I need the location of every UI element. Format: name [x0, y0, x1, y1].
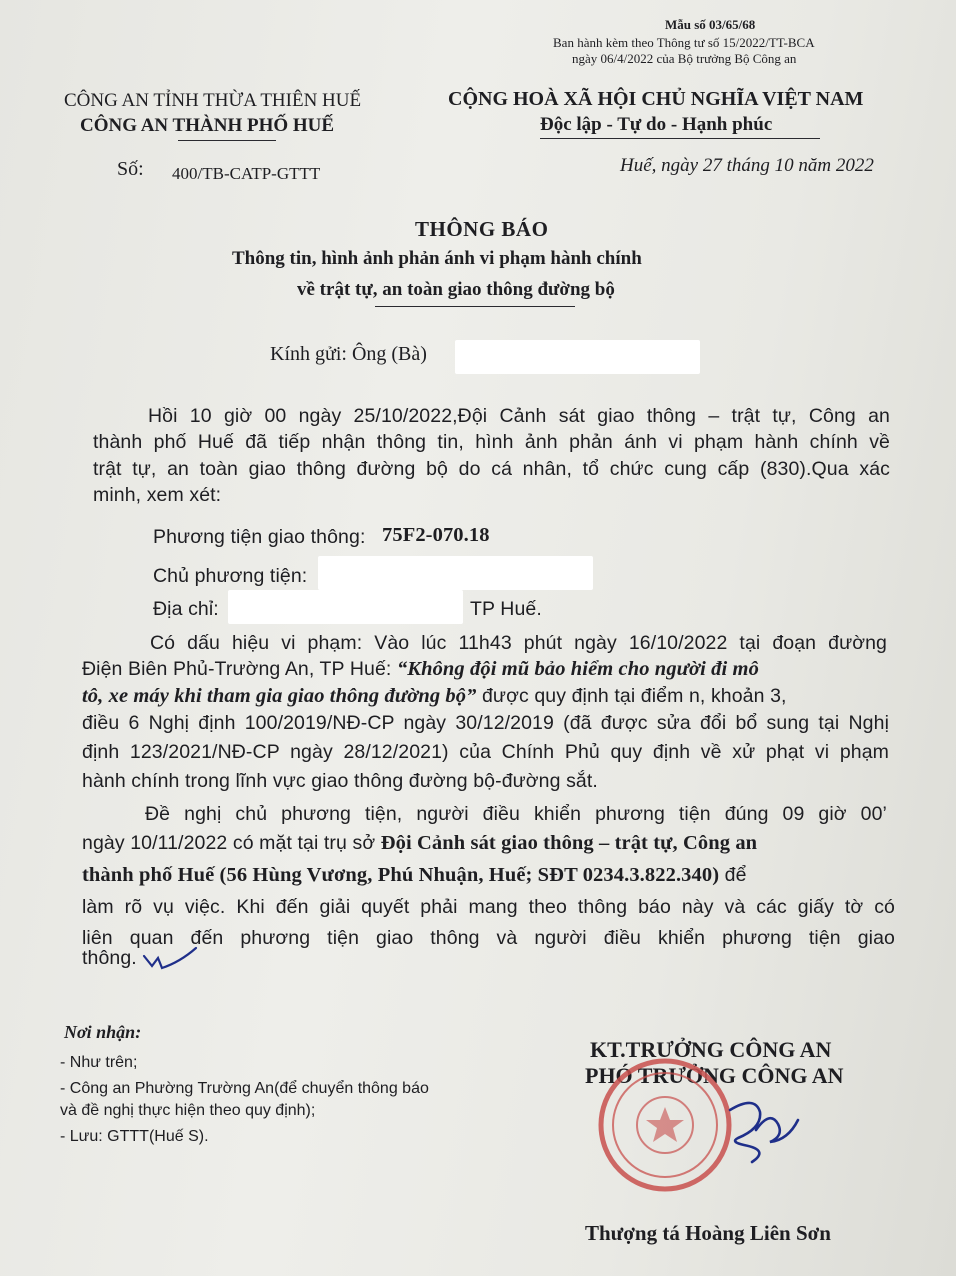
form-number: Mẫu số 03/65/68 — [665, 17, 756, 32]
redacted-recipient-name — [455, 340, 700, 374]
nation-header: CỘNG HOÀ XÃ HỘI CHỦ NGHĨA VIỆT NAM — [448, 88, 864, 110]
document-subtitle-2: về trật tự, an toàn giao thông đường bộ — [297, 279, 615, 300]
recipient-item: và đề nghị thực hiện theo quy định); — [60, 1102, 316, 1119]
recipient-item: - Như trên; — [60, 1054, 138, 1071]
agency-name: CÔNG AN TỈNH THỪA THIÊN HUẾ — [64, 90, 362, 111]
para2-line5: định 123/2021/NĐ-CP ngày 28/12/2021) của Chính Phủ quy định về xử phạt vi phạm — [82, 741, 889, 763]
doc-number: 400/TB-CATP-GTTT — [172, 164, 321, 183]
para3-line4: làm rõ vụ việc. Khi đến giải quyết phải mang theo thông báo này và các giấy tờ có — [82, 896, 895, 918]
vehicle-plate: 75F2-070.18 — [382, 524, 490, 546]
greeting: Kính gửi: Ông (Bà) — [270, 343, 427, 365]
signer-name: Thượng tá Hoàng Liên Sơn — [585, 1221, 831, 1245]
para3-line2: ngày 10/11/2022 có mặt tại trụ sở Đội Cảnh sát giao thông – trật tự, Công an — [82, 832, 758, 854]
handwritten-signature-icon — [700, 1090, 810, 1170]
redacted-address — [228, 590, 463, 624]
para2-line3: tô, xe máy khi tham gia giao thông đường bộ” được quy định tại điểm n, khoản 3, — [82, 685, 787, 707]
para3-line5: liên quan đến phương tiện giao thông và người điều khiển phương tiện giao — [82, 927, 895, 949]
document-title: THÔNG BÁO — [415, 217, 549, 241]
para3-line6: thông. — [82, 947, 137, 969]
para1-line3: trật tự, an toàn giao thông đường bộ do cá nhân, tổ chức cung cấp (830).Qua xác — [93, 458, 890, 480]
para2-line4: điều 6 Nghị định 100/2019/NĐ-CP ngày 30/12/2019 (đã được sửa đổi bổ sung tại Nghị — [82, 712, 889, 734]
redacted-owner-name — [318, 556, 593, 590]
national-motto: Độc lập - Tự do - Hạnh phúc — [540, 114, 773, 135]
subtitle-underline — [375, 306, 575, 307]
form-regulation: Ban hành kèm theo Thông tư số 15/2022/TT-BCA — [553, 35, 815, 50]
motto-underline — [540, 138, 820, 139]
recipient-item: - Lưu: GTTT(Huế S). — [60, 1128, 209, 1145]
recipients-title: Nơi nhận: — [64, 1022, 142, 1042]
recipient-item: - Công an Phường Trường An(để chuyển thông báo — [60, 1080, 429, 1097]
para2-line1: Có dấu hiệu vi phạm: Vào lúc 11h43 phút ngày 16/10/2022 tại đoạn đường — [150, 632, 887, 654]
para3-line3: thành phố Huế (56 Hùng Vương, Phú Nhuận, Huế; SĐT 0234.3.822.340) để — [82, 864, 747, 886]
form-issued-date: ngày 06/4/2022 của Bộ trưởng Bộ Công an — [572, 51, 797, 66]
doc-number-label: Số: — [117, 158, 144, 180]
para2-line2: Điện Biên Phủ-Trường An, TP Huế: “Không đội mũ bảo hiểm cho người đi mô — [82, 658, 759, 680]
address-label: Địa chỉ: — [153, 598, 219, 620]
ink-tick-mark — [140, 944, 200, 974]
date-line: Huế, ngày 27 tháng 10 năm 2022 — [620, 155, 874, 176]
unit-name: CÔNG AN THÀNH PHỐ HUẾ — [80, 115, 335, 136]
address-city: TP Huế. — [470, 598, 542, 620]
document-subtitle-1: Thông tin, hình ảnh phản ánh vi phạm hành chính — [232, 248, 642, 269]
para2-line6: hành chính trong lĩnh vực giao thông đường bộ-đường sắt. — [82, 770, 598, 792]
signature-title-2: PHÓ TRƯỞNG CÔNG AN — [585, 1063, 844, 1088]
signature-title-1: KT.TRƯỞNG CÔNG AN — [590, 1037, 832, 1062]
para1-line4: minh, xem xét: — [93, 484, 222, 506]
para1-line2: thành phố Huế đã tiếp nhận thông tin, hình ảnh phản ánh vi phạm hành chính về — [93, 431, 890, 453]
unit-underline — [178, 140, 276, 141]
para1-line1: Hồi 10 giờ 00 ngày 25/10/2022,Đội Cảnh sát giao thông – trật tự, Công an — [148, 405, 890, 427]
para3-line1: Đề nghị chủ phương tiện, người điều khiển phương tiện đúng 09 giờ 00’ — [145, 803, 887, 825]
owner-label: Chủ phương tiện: — [153, 565, 308, 587]
vehicle-label: Phương tiện giao thông: — [153, 526, 366, 548]
